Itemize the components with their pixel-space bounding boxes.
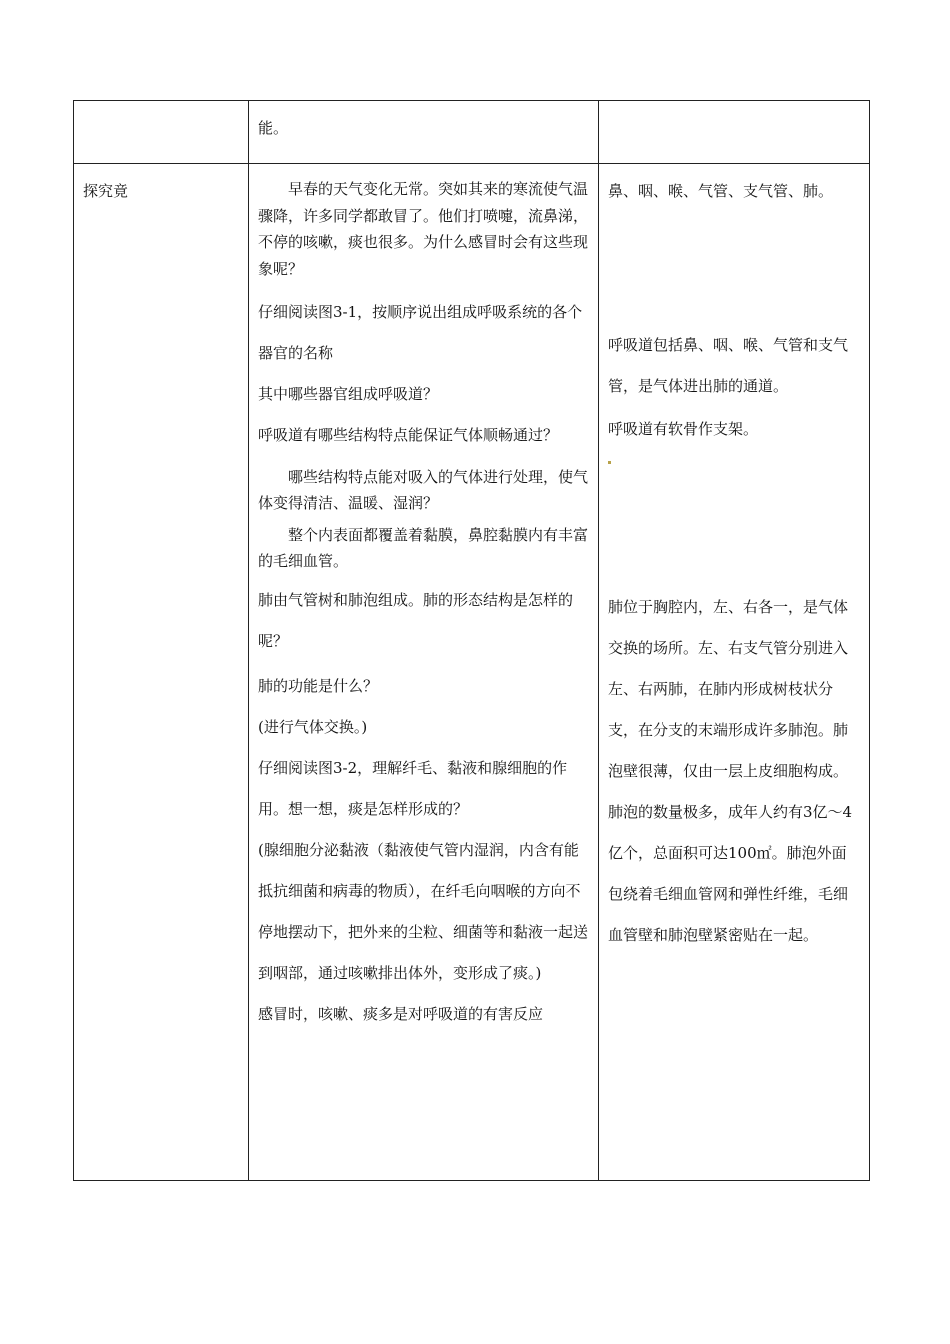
question-airway-structure: 呼吸道有哪些结构特点能保证气体顺畅通过？ bbox=[258, 426, 559, 444]
row2-right-cell bbox=[599, 164, 870, 1181]
table-row bbox=[74, 101, 870, 164]
question-air-processing: 哪些结构特点能对吸入的气体进行处理，使气体变得清洁、温暖、湿润？ bbox=[258, 468, 589, 512]
question-organs: 仔细阅读图3-1，按顺序说出组成呼吸系统的各个器官的名称 bbox=[258, 303, 583, 362]
row2-label-cell bbox=[74, 164, 249, 1181]
answer-mucosa: 整个内表面都覆盖着黏膜，鼻腔黏膜内有丰富的毛细血管。 bbox=[258, 526, 589, 570]
row2-middle-cell bbox=[249, 164, 599, 1181]
lesson-table bbox=[73, 100, 870, 1181]
answer-lung-function: (进行气体交换。) bbox=[258, 718, 368, 736]
row1-label-cell bbox=[74, 101, 249, 164]
question-phlegm: 仔细阅读图3-2，理解纤毛、黏液和腺细胞的作用。想一想，痰是怎样形成的？ bbox=[258, 759, 568, 818]
table-row bbox=[74, 164, 870, 1181]
question-lung-function: 肺的功能是什么？ bbox=[258, 677, 379, 695]
answer-respiratory-organs: 鼻、咽、喉、气管、支气管、肺。 bbox=[608, 182, 834, 200]
intro-paragraph: 早春的天气变化无常。突如其来的寒流使气温骤降，许多同学都敢冒了。他们打喷嚏，流鼻涕，不停的咳嗽，痰也很多。为什么感冒时会有这些现象呢？ bbox=[258, 180, 589, 278]
row1-middle-cell bbox=[249, 101, 599, 164]
answer-airway-definition: 呼吸道包括鼻、咽、喉、气管和支气管，是气体进出肺的通道。 bbox=[608, 336, 849, 395]
answer-lung-description: 肺位于胸腔内，左、右各一，是气体交换的场所。左、右支气管分别进入左、右两肺，在肺内形成树枝状分支，在分支的末端形成许多肺泡。肺泡壁很薄，仅由一层上皮细胞构成。肺泡的数量极多，成年人约有3亿～4亿个，总面积可达100㎡。肺泡外面包绕着毛细血管网和弹性纤维，毛细血管壁和肺泡壁紧密贴在一起。 bbox=[608, 598, 853, 944]
answer-phlegm: (腺细胞分泌黏液（黏液使气管内湿润，内含有能抵抗细菌和病毒的物质），在纤毛向咽喉的方向不停地摆动下，把外来的尘粒、细菌等和黏液一起送到咽部，通过咳嗽排出体外，变形成了痰。) bbox=[258, 841, 589, 982]
row1-middle-text: 能。 bbox=[258, 119, 289, 137]
section-label: 探究竟 bbox=[83, 182, 129, 200]
row1-right-cell bbox=[599, 101, 870, 164]
question-lung-structure: 肺由气管树和肺泡组成。肺的形态结构是怎样的呢？ bbox=[258, 591, 574, 650]
closing-statement: 感冒时，咳嗽、痰多是对呼吸道的有害反应 bbox=[258, 1005, 544, 1023]
question-airway: 其中哪些器官组成呼吸道？ bbox=[258, 385, 439, 403]
answer-cartilage: 呼吸道有软骨作支架。 bbox=[608, 420, 759, 438]
stray-mark-icon bbox=[608, 450, 860, 458]
